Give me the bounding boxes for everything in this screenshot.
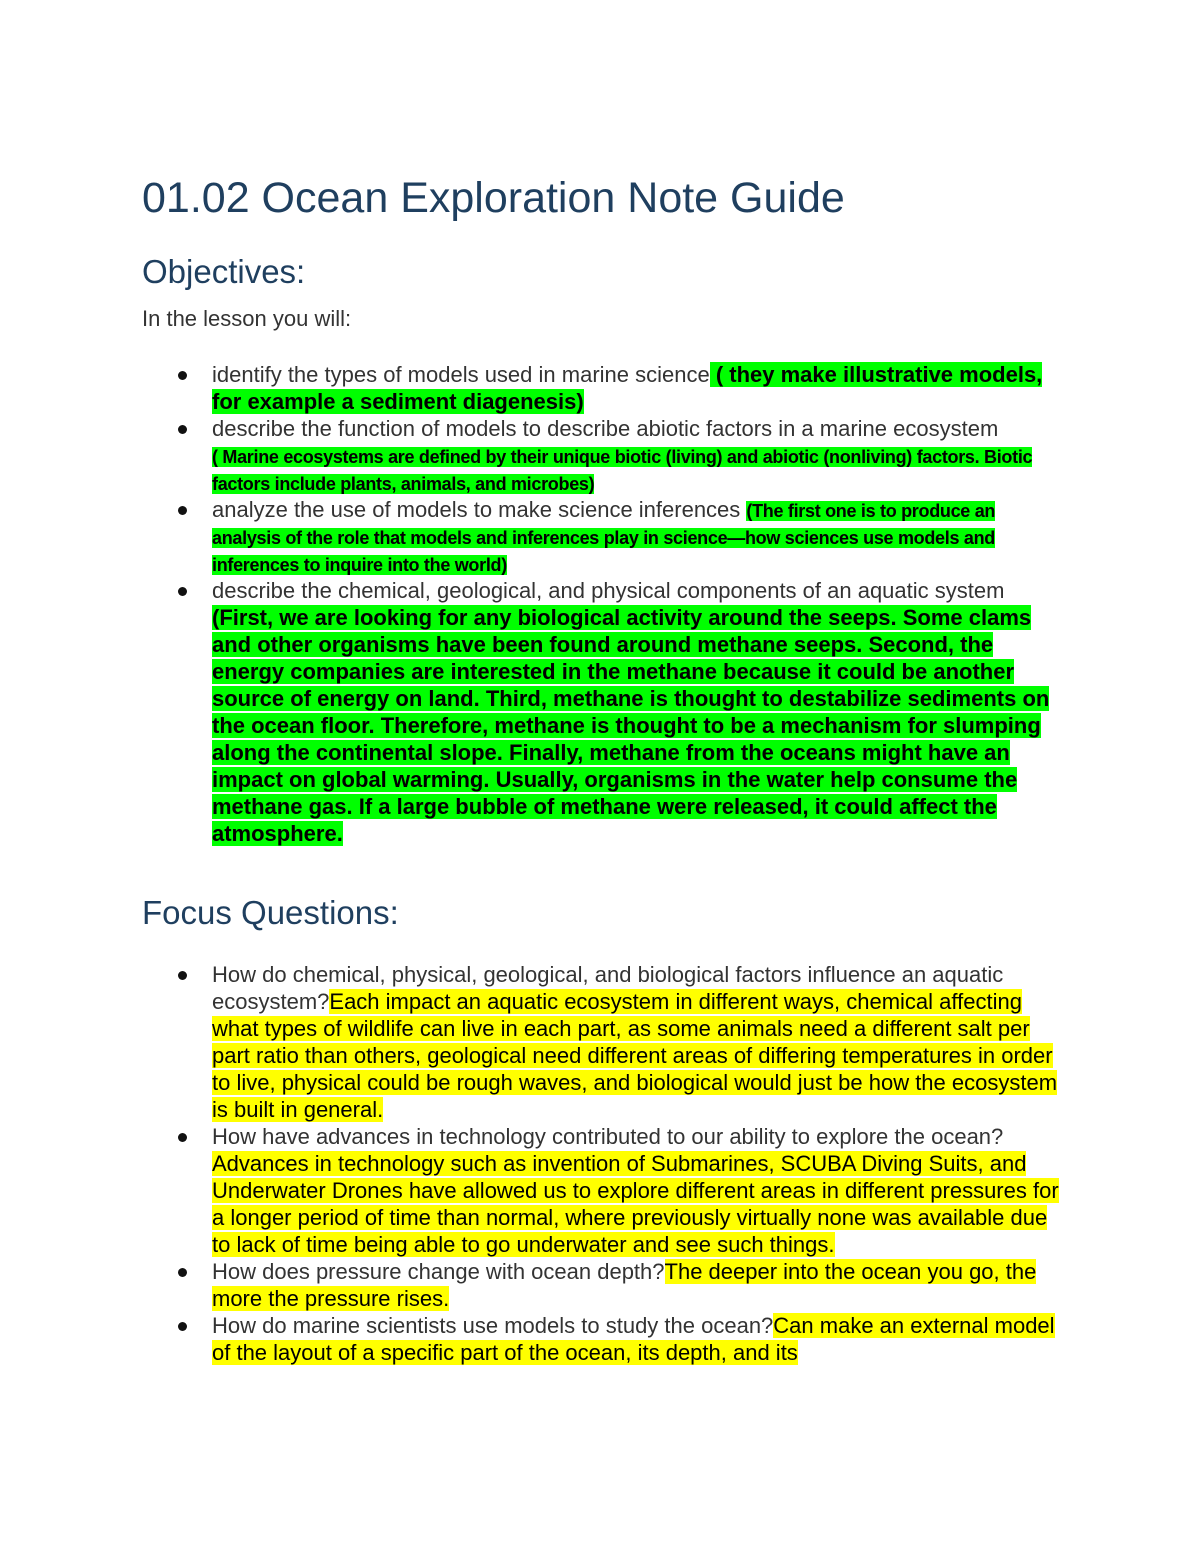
objective-item [212, 361, 1067, 415]
objective-text: analyze the use of models to make science inferences [212, 497, 747, 522]
bullet-icon [178, 506, 187, 515]
objective-item [212, 496, 1067, 577]
focus-answer-highlight: Can make an external model of the layout of a specific part of the ocean, its depth, and its [212, 1313, 1055, 1365]
focus-questions-list [212, 961, 1067, 1366]
bullet-icon [178, 1133, 187, 1142]
focus-question-text: How does pressure change with ocean depth? [212, 1259, 665, 1284]
focus-question-item [212, 1258, 1067, 1312]
focus-question-text: How do chemical, physical, geological, and biological factors influence an aquatic ecosystem? [212, 962, 1004, 1014]
objective-text: describe the chemical, geological, and physical components of an aquatic system [212, 578, 1005, 603]
focus-answer-highlight: Advances in technology such as invention of Submarines, SCUBA Diving Suits, and Underwater Drones have allowed us to explore different areas in different pressures for a longer period of time than normal, where previously virtually none was available due to lack of time being able to go underwater and see such things. [212, 1151, 1059, 1257]
bullet-icon [178, 971, 187, 980]
bullet-icon [178, 587, 187, 596]
objective-text: describe the function of models to describe abiotic factors in a marine ecosystem [212, 416, 999, 441]
focus-answer-highlight: The deeper into the ocean you go, the more the pressure rises. [212, 1259, 1037, 1311]
focus-question-text: How do marine scientists use models to study the ocean? [212, 1313, 774, 1338]
bullet-icon [178, 425, 187, 434]
objective-answer-highlight: (The first one is to produce an analysis of the role that models and inferences play in science—how sciences use models and inferences to inquire into the world) [212, 501, 996, 575]
bullet-icon [178, 1268, 187, 1277]
focus-answer-highlight: Each impact an aquatic ecosystem in different ways, chemical affecting what types of wildlife can live in each part, as some animals need a different salt per part ratio than others, geological need different areas of differing temperatures in order to live, physical could be rough waves, and biological would just be how the ecosystem is built in general. [212, 989, 1058, 1122]
objectives-heading: Objectives: [142, 253, 306, 290]
objective-item [212, 415, 1067, 496]
bullet-icon [178, 371, 187, 380]
objective-text: identify the types of models used in marine science [212, 362, 710, 387]
objective-item [212, 577, 1067, 847]
focus-question-text: How have advances in technology contributed to our ability to explore the ocean? [212, 1124, 1004, 1149]
bullet-icon [178, 1322, 187, 1331]
focus-question-item [212, 961, 1067, 1123]
objectives-list [212, 361, 1067, 847]
focus-questions-heading: Focus Questions: [142, 894, 399, 931]
focus-question-item [212, 1312, 1067, 1366]
objective-answer-highlight: (First, we are looking for any biological activity around the seeps. Some clams and other organisms have been found around methane seeps. Second, the energy companies are interested in the methane because it could be another source of energy on land. Third, methane is thought to destabilize sediments on the ocean floor. Therefore, methane is thought to be a mechanism for slumping along the continental slope. Finally, methane from the oceans might have an impact on global warming. Usually, organisms in the water help consume the methane gas. If a large bubble of methane were released, it could affect the atmosphere. [212, 605, 1050, 846]
objective-answer-highlight: ( Marine ecosystems are defined by their unique biotic (living) and abiotic (nonliving) factors. Biotic factors include plants, animals, and microbes) [212, 447, 1033, 494]
objective-answer-highlight: ( they make illustrative models, for example a sediment diagenesis) [212, 362, 1043, 414]
focus-question-item [212, 1123, 1067, 1258]
document-title: 01.02 Ocean Exploration Note Guide [142, 174, 845, 222]
objectives-intro: In the lesson you will: [142, 306, 352, 331]
